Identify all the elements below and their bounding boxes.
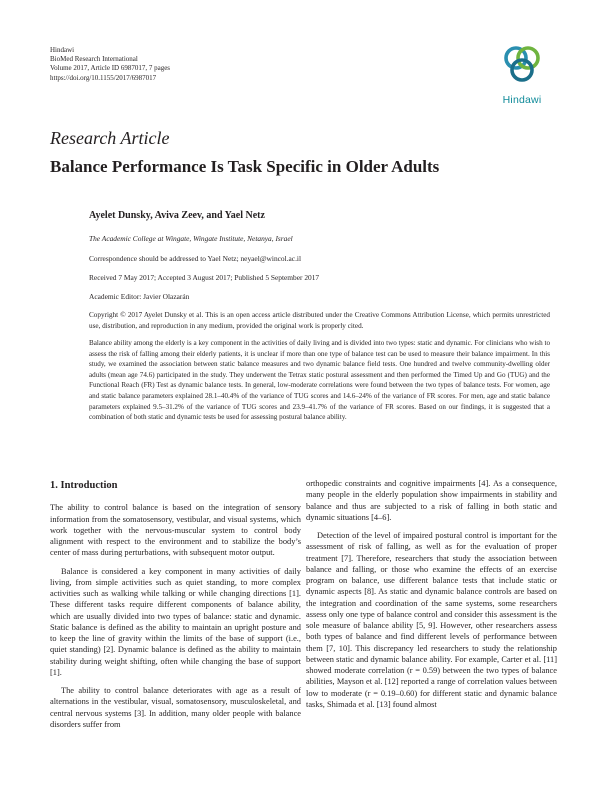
section-heading: 1. Introduction	[50, 480, 118, 491]
journal-info	[50, 46, 170, 83]
publisher-name: Hindawi	[50, 46, 75, 54]
abstract: Balance ability among the elderly is a key component in the activities of daily living and is divided into two types: static and dynamic. For clinicians who wish to assess the risk of falling among their elderly patients, it is unclear if more than one type of balance test can be used to measure their balance impairment. In this study, we examined the association between static balance measures and two dynamic balance field tests. One hundred and twelve community-dwelling older adults (mean age 74.6) participated in the study. They underwent the Tetrax static postural assessment and then performed the Timed Up and Go (TUG) and the Functional Reach (FR) Test as dynamic balance tests. In general, low-moderate correlations were found between the two types of balance tests. For women, age and static balance parameters explained 28.1–40.4% of the variance of TUG scores and 14.6–24% of the variance of FR scores. For men, age and static balance parameters explained 9.5–31.2% of the variance of TUG scores and 23.9–41.7% of the variance of FR scores. Based on our findings, it is suggested that a combination of both static and dynamic tests be used for assessing postural balance ability.	[89, 339, 550, 422]
copyright-notice: Copyright © 2017 Ayelet Dunsky et al. This is an open access article distributed under the Creative Commons Attribution License, which permits unrestricted use, distribution, and reproduction in any medium, provided the original work is properly cited.	[89, 311, 550, 330]
affiliation: The Academic College at Wingate, Wingate Institute, Netanya, Israel	[89, 234, 293, 243]
left-column	[50, 478, 301, 737]
academic-editor: Academic Editor: Javier Olazarán	[89, 292, 190, 301]
correspondence-line: Correspondence should be addressed to Yael Netz; neyael@wincol.ac.il	[89, 254, 302, 263]
paper-title: Balance Performance Is Task Specific in Older Adults	[50, 157, 440, 176]
doi-link[interactable]: https://doi.org/10.1155/2017/6987017	[50, 73, 157, 82]
dates-line: Received 7 May 2017; Accepted 3 August 2017; Published 5 September 2017	[89, 273, 320, 282]
body-paragraph: orthopedic constraints and cognitive impairments [4]. As a consequence, many people in the elderly population show impairments in stability and balance and thus are subjected to a risk of falling in both static and dynamic situations [4–6].	[306, 479, 557, 522]
hindawi-logo-icon	[498, 42, 546, 88]
volume-line: Volume 2017, Article ID 6987017, 7 pages	[50, 64, 171, 73]
body-paragraph: Balance is considered a key component in many activities of daily living, from simple activities such as quiet standing, to more complex activities such as walking while talking or while changing directions [1]. These different tasks require different components of balance ability, which are usually divided into two types of balance: static and dynamic. Static balance is defined as the ability to maintain an upright posture and to keep the line of gravity within the limits of the base of support (i.e., quiet standing) [2]. Dynamic balance is defined as the ability to maintain stability during weight shifting, often while changing the base of support [1].	[50, 566, 301, 677]
right-column	[306, 478, 557, 717]
body-paragraph: The ability to control balance deteriorates with age as a result of alternations in the vestibular, visual, somatosensory, musculoskeletal, and central nervous systems [3]. In addition, many older people with balance disorders suffer from	[50, 686, 301, 729]
hindawi-logo[interactable]	[494, 42, 550, 106]
author-list: Ayelet Dunsky, Aviva Zeev, and Yael Netz	[89, 210, 265, 221]
article-type: Research Article	[50, 128, 170, 148]
body-paragraph: The ability to control balance is based on the integration of sensory information from the somatosensory, vestibular, and visual systems, which work together with the nervous-muscular system to control body alignment with respect to the environment and to stabilize the body’s center of mass during perturbations, with subsequent motor output.	[50, 503, 301, 558]
logo-wordmark: Hindawi	[502, 94, 542, 106]
body-paragraph: Detection of the level of impaired postural control is important for the assessment of risk of falling, as well as for the evaluation of proper treatment [7]. Therefore, researchers that study the association between balance and falling, or those who examine the effects of an exercise program on balance, use different balance tests that include static or dynamic aspects [8]. As static and dynamic balance controls are based on the integration and coordination of the same systems, some researchers assess only one type of balance control and consider this assessment is the sole measure of balance ability [5, 9]. However, other researchers assess both types of balance and find different levels of performance between them [7, 10]. This discrepancy led researchers to study the relationship between static and dynamic balance ability. For example, Carter et al. [11] showed moderate correlation (r = 0.59) between the two types of balance abilities, Mayson et al. [12] reported a range of correlation values between low to moderate (r = 0.19–0.60) for different static and dynamic balance tasks, Shimada et al. [13] found almost	[306, 531, 557, 709]
journal-name: BioMed Research International	[50, 55, 138, 64]
